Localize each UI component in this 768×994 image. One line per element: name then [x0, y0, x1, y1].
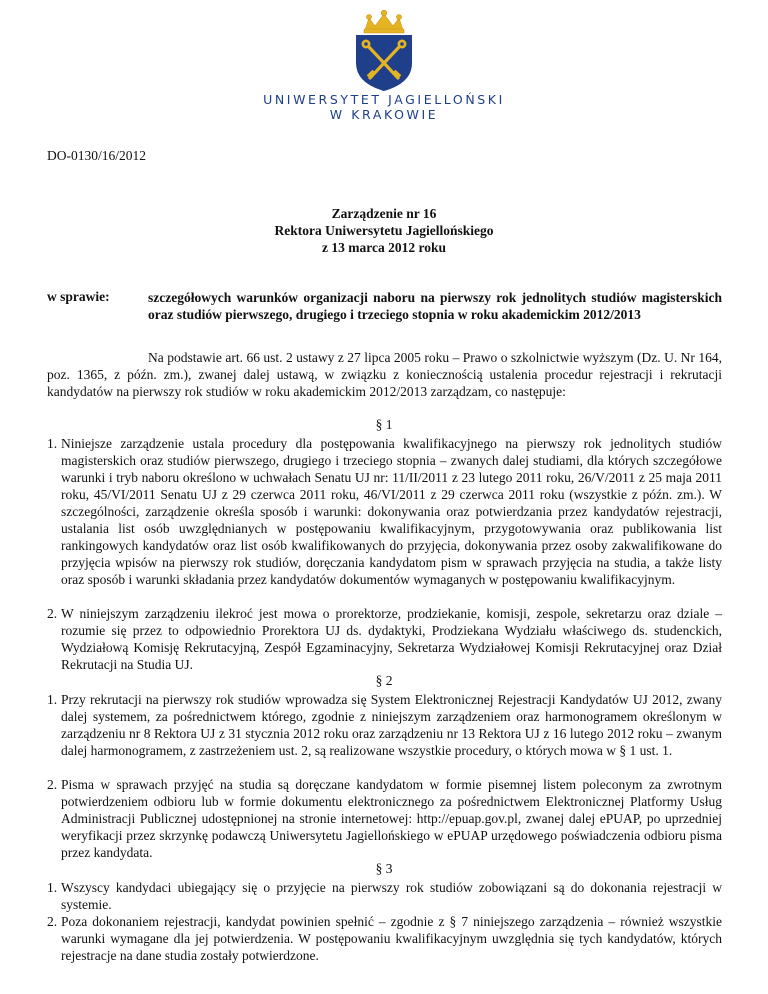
section-heading: § 1	[375, 417, 393, 432]
item-number: 2.	[47, 914, 58, 929]
item-number: 1.	[47, 692, 58, 707]
item-text: Poza dokonaniem rejestracji, kandydat powinien spełnić – zgodnie z § 7 niniejszego zarządzenia – również wszystkie warunki wymagane dla jej potwierdzenia. W postępowaniu kwalifikacyjnym uwzględnia się tych kandydatów, których rejestracje na dane studia zostały potwierdzone.	[61, 914, 722, 963]
item-number: 1.	[47, 880, 58, 895]
intro-paragraph: Na podstawie art. 66 ust. 2 ustawy z 27 lipca 2005 roku – Prawo o szkolnictwie wyższym (Dz. U. Nr 164, poz. 1365, z późn. zm.), zwanej dalej ustawą, w związku z koniecznością ustalenia procedur rejestracji i rekrutacji kandydatów na pierwszy rok studiów w roku akademickim 2012/2013 zarządzam, co następuje:	[47, 350, 722, 399]
section-heading: § 2	[375, 673, 393, 688]
item-text: Pisma w sprawach przyjęć na studia są doręczane kandydatom w formie pisemnej listem poleconym za zwrotnym potwierdzeniem odbioru lub w formie dokumentu elektronicznego za pośrednictwem Elektronicznej Platformy Usług Administracji Publicznej udostępnionej na stronie internetowej: http://epuap.gov.pl, zwanej dalej ePUAP, po uprzedniej weryfikacji przez skrzynkę podawczą Uniwersytetu Jagiellońskiego w ePUAP urzędowego poświadczenia odbioru pisma przez kandydata.	[61, 777, 722, 860]
list-item	[47, 776, 722, 861]
item-text: Niniejsze zarządzenie ustala procedury dla postępowania kwalifikacyjnego na pierwszy rok jednolitych studiów magisterskich oraz studiów pierwszego, drugiego i trzeciego stopnia – zwanych dalej studiami, dla których szczegółowe warunki i tryb naboru określono w uchwałach Senatu UJ nr: 11/II/2011 z 23 lutego 2011 roku, 26/V/2011 z 25 maja 2011 roku, 45/VI/2011 Senatu UJ z 29 czerwca 2011 roku, 46/VI/2011 z 29 czerwca 2011 roku (wszystkie z późn. zm.). W szczególności, zarządzenie określa sposób i warunki: dokonywania oraz potwierdzania przez kandydatów rejestracji, ustalania list osób uwzględnianych w postępowaniu kwalifikacyjnym, przygotowywania oraz publikowania list rankingowych kandydatów oraz list osób kwalifikowanych do przyjęcia, dokonywania przez osoby zakwalifikowane do przyjęcia wpisów na pierwszy rok studiów, doręczania kandydatom pism w sprawach przyjęcia na studia, a także listy oraz sposób i warunki składania przez kandydatów dokumentów wymaganych w postępowaniu kwalifikacyjnym.	[61, 436, 722, 587]
item-number: 2.	[47, 606, 58, 621]
list-item	[47, 691, 722, 759]
list-item	[47, 913, 722, 964]
university-city: W KRAKOWIE	[329, 107, 439, 122]
item-text: Przy rekrutacji na pierwszy rok studiów wprowadza się System Elektronicznej Rejestracji Kandydatów UJ 2012, zwany dalej systemem, za pośrednictwem którego, zgodnie z niniejszym zarządzeniem oraz harmonogramem określonym w zarządzeniu nr 8 Rektora UJ z 31 stycznia 2012 roku oraz zarządzeniu nr 13 Rektora UJ z 16 lutego 2012 roku – zwanym dalej harmonogramem, z zastrzeżeniem ust. 2, są realizowane wszystkie procedury, o których mowa w § 1 ust. 1.	[61, 692, 722, 758]
subject-text: szczegółowych warunków organizacji naboru na pierwszy rok jednolitych studiów magisterskich oraz studiów pierwszego, drugiego i trzeciego stopnia w roku akademickim 2012/2013	[148, 290, 722, 322]
document-title: Zarządzenie nr 16	[331, 206, 437, 221]
item-text: Wszyscy kandydaci ubiegający się o przyjęcie na pierwszy rok studiów zobowiązani są do dokonania rejestracji w systemie.	[61, 880, 722, 912]
section-heading: § 3	[375, 861, 393, 876]
document-issuer: Rektora Uniwersytetu Jagiellońskiego	[274, 223, 494, 238]
university-name: UNIWERSYTET JAGIELLOŃSKI	[263, 92, 505, 107]
list-item	[47, 435, 722, 588]
document-reference: DO-0130/16/2012	[47, 148, 146, 163]
document-date: z 13 marca 2012 roku	[322, 240, 446, 255]
item-text: W niniejszym zarządzeniu ilekroć jest mowa o prorektorze, prodziekanie, komisji, zespole, sekretarzu oraz dziale – rozumie się przez to odpowiednio Prorektora UJ ds. dydaktyki, Prodziekana Wydziału właściwego ds. studenckich, Wydziałową Komisję Rekrutacyjną, Zespół Egzaminacyjny, Sekretarza Wydziałowej Komisji Rekrutacyjnej oraz Dział Rekrutacji na Studia UJ.	[61, 606, 722, 672]
list-item	[47, 605, 722, 673]
list-item	[47, 879, 722, 913]
subject-label: w sprawie:	[47, 289, 110, 304]
item-number: 2.	[47, 777, 58, 792]
item-number: 1.	[47, 436, 58, 451]
uj-coat-of-arms-icon	[341, 8, 427, 92]
